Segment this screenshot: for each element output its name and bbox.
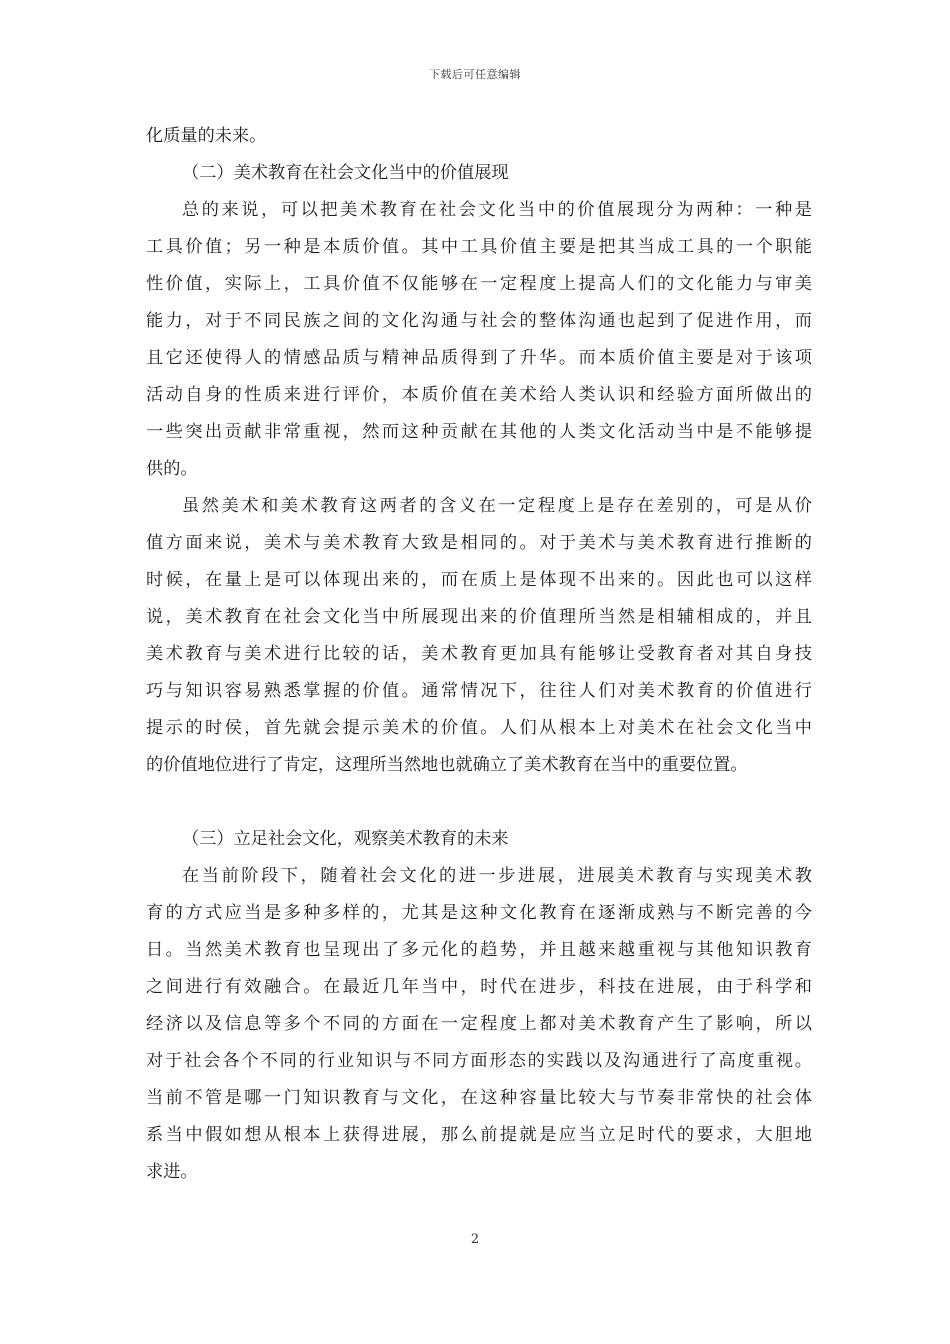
paragraph-line: 对于社会各个不同的行业知识与不同方面形态的实践以及沟通进行了高度重视。: [146, 1051, 812, 1071]
paragraph-line: 一些突出贡献非常重视，然而这种贡献在其他的人类文化活动当中是不能够提: [146, 422, 812, 442]
paragraph: [146, 192, 812, 488]
paragraph-line: 能力，对于不同民族之间的文化沟通与社会的整体沟通也起到了促进作用，而: [146, 311, 812, 331]
paragraph-line: 值方面来说，美术与美术教育大致是相同的。对于美术与美术教育进行推断的: [146, 533, 812, 553]
paragraph-line: 当前不管是哪一门知识教育与文化，在这种容量比较大与节奏非常快的社会体: [146, 1088, 812, 1108]
section-heading-2: （二）美术教育在社会文化当中的价值展现: [182, 163, 509, 183]
paragraph-line: 供的。: [146, 459, 198, 479]
paragraph-line: 求进。: [146, 1162, 198, 1182]
paragraph-line: 工具价值；另一种是本质价值。其中工具价值主要是把其当成工具的一个职能: [146, 237, 812, 257]
paragraph-line: 系当中假如想从根本上获得进展，那么前提就是应当立足时代的要求，大胆地: [146, 1125, 812, 1145]
blank-line: [146, 784, 812, 821]
paragraph-line: 且它还使得人的情感品质与精神品质得到了升华。而本质价值主要是对于该项: [146, 348, 812, 368]
document-body: [146, 118, 812, 1191]
paragraph-line: 巧与知识容易熟悉掌握的价值。通常情况下，往往人们对美术教育的价值进行: [146, 681, 812, 701]
paragraph-line: 美术教育与美术进行比较的话，美术教育更加具有能够让受教育者对其自身技: [146, 644, 812, 664]
paragraph-line: 在当前阶段下，随着社会文化的进一步进展，进展美术教育与实现美术教: [182, 866, 812, 886]
paragraph-line: 活动自身的性质来进行评价，本质价值在美术给人类认识和经验方面所做出的: [146, 385, 812, 405]
paragraph-line: 育的方式应当是多种多样的，尤其是这种文化教育在逐渐成熟与不断完善的今: [146, 903, 812, 923]
paragraph-line: 提示的时侯，首先就会提示美术的价值。人们从根本上对美术在社会文化当中: [146, 718, 812, 738]
page-number: 2: [470, 1232, 480, 1247]
paragraph-line: 经济以及信息等多个不同的方面在一定程度上都对美术教育产生了影响，所以: [146, 1014, 812, 1034]
paragraph: [146, 488, 812, 784]
paragraph-line: 日。当然美术教育也呈现出了多元化的趋势，并且越来越重视与其他知识教育: [146, 940, 812, 960]
paragraph-line: 性价值，实际上，工具价值不仅能够在一定程度上提高人们的文化能力与审美: [146, 274, 812, 294]
paragraph-line: 虽然美术和美术教育这两者的含义在一定程度上是存在差别的，可是从价: [182, 496, 812, 516]
paragraph-line: 之间进行有效融合。在最近几年当中，时代在进步，科技在进展，由于科学和: [146, 977, 812, 997]
paragraph-line: 时候，在量上是可以体现出来的，而在质上是体现不出来的。因此也可以这样: [146, 570, 812, 590]
paragraph: [146, 858, 812, 1191]
paragraph-line: 说，美术教育在社会文化当中所展现出来的价值理所当然是相辅相成的，并且: [146, 607, 812, 627]
section-heading-3: （三）立足社会文化，观察美术教育的未来: [182, 829, 509, 849]
paragraph-line: 总的来说，可以把美术教育在社会文化当中的价值展现分为两种：一种是: [182, 200, 812, 220]
paragraph-line: 化质量的未来。: [146, 126, 267, 146]
page-header: 下载后可任意编辑: [429, 68, 521, 81]
paragraph-line: 的价值地位进行了肯定，这理所当然地也就确立了美术教育在当中的重要位置。: [146, 755, 748, 775]
